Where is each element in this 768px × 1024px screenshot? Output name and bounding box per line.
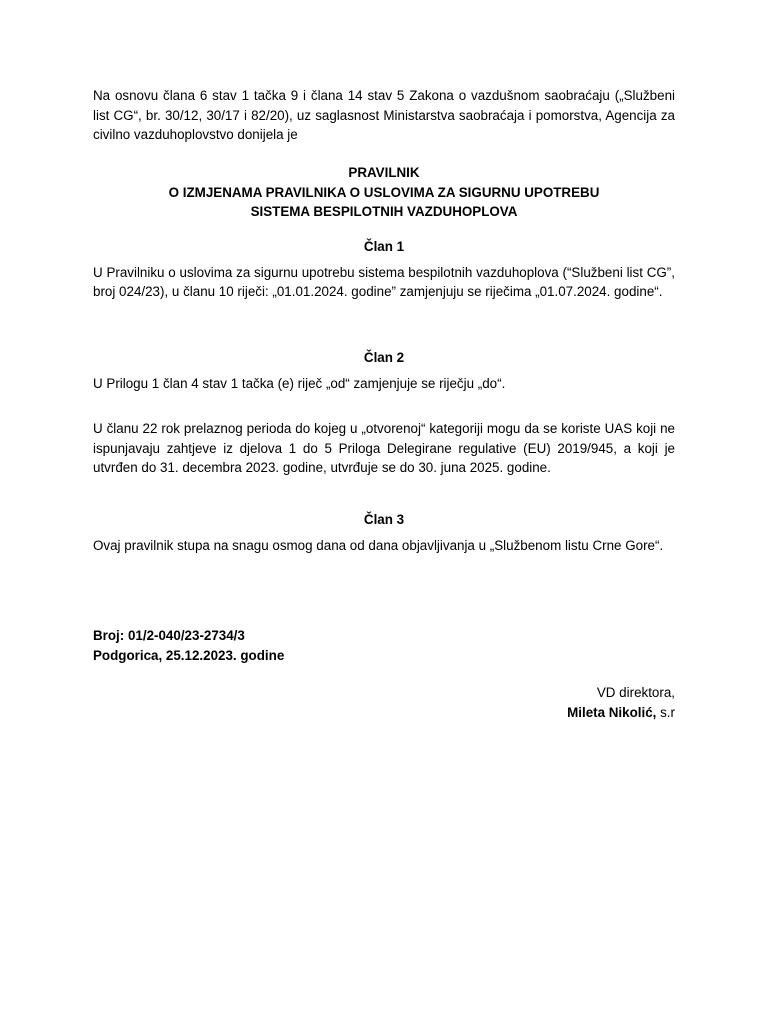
title-line-3: SISTEMA BESPILOTNIH VAZDUHOPLOVA (250, 204, 518, 219)
signatory-position: VD direktora, (596, 685, 675, 700)
article-3-paragraph: Ovaj pravilnik stupa na snagu osmog dana od dana objavljivanja u „Službenom listu Crne Gore“. (93, 537, 664, 553)
title-line-2: O IZMJENAMA PRAVILNIKA O USLOVIMA ZA SIGURNU UPOTREBU (168, 184, 600, 200)
document-title (93, 163, 675, 222)
preamble-text: Na osnovu člana 6 stav 1 tačka 9 i člana 14 stav 5 Zakona o vazdušnom saobraćaju („Službeni list CG“, br. 30/12, 30/17 i 82/20), uz saglasnost Ministarstva saobraćaja i pomorstva, Agencija za civilno vazduhoplovstvo donijela je (93, 88, 675, 142)
preamble (93, 86, 675, 145)
article-1-heading: Član 1 (363, 239, 405, 254)
signature-block (93, 683, 675, 722)
article-2 (93, 348, 675, 478)
signatory-line (93, 703, 675, 723)
place-date: Podgorica, 25.12.2023. godine (93, 647, 285, 663)
article-3-heading: Član 3 (363, 512, 405, 527)
article-2-paragraph-2: U članu 22 rok prelaznog perioda do kojeg u „otvorenoj“ kategoriji mogu da se koriste UAS koji ne ispunjavaju zahtjeve iz djelova 1 do 5 Priloga Delegirane regulative (EU) 2019/945, a koji je utvrđen do 31. decembra 2023. godine, utvrđuje se do 30. juna 2025. godine. (93, 421, 675, 475)
article-1 (93, 237, 675, 302)
article-3 (93, 510, 675, 555)
article-2-paragraph-1: U Prilogu 1 član 4 stav 1 tačka (e) riječ „od“ zamjenjuje se riječju „do“. (93, 375, 506, 391)
document-number: Broj: 01/2-040/23-2734/3 (93, 628, 245, 643)
signatory-suffix: s.r (656, 704, 675, 720)
title-line-1: PRAVILNIK (348, 165, 420, 180)
signatory-name: Mileta Nikolić, (567, 704, 657, 720)
article-2-heading: Član 2 (363, 350, 405, 365)
article-1-paragraph: U Pravilniku o uslovima za sigurnu upotrebu sistema bespilotnih vazduhoplova (“Službeni list CG”, broj 024/23), u članu 10 riječi: „01.01.2024. godine” zamjenjuju se riječima „01.07.2024. godine“. (93, 264, 675, 299)
document-reference (93, 626, 675, 665)
